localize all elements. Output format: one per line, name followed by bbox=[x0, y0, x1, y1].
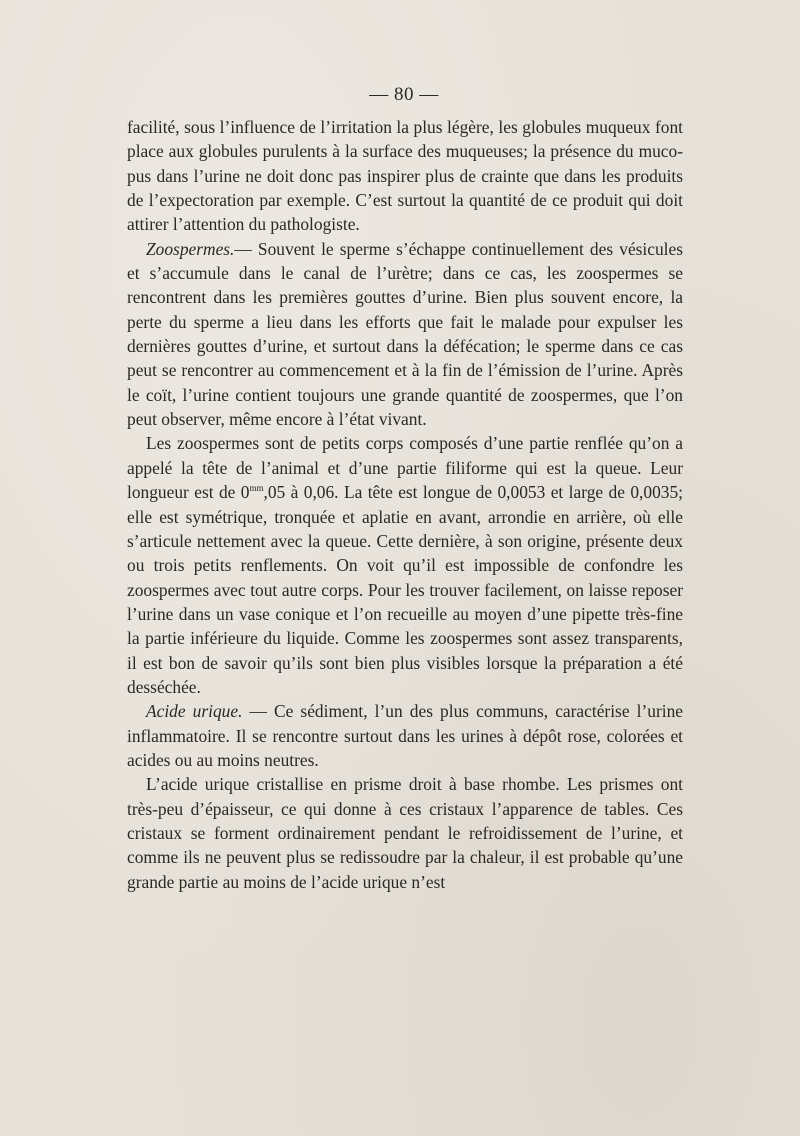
section-heading-acide-urique: Acide urique. bbox=[146, 701, 243, 722]
unit-superscript: mm bbox=[249, 483, 264, 494]
paragraph-text: — Souvent le sperme s’échappe continuellement des vésicules et s’accumule dans le canal de l’urètre; dans ce cas, les zoospermes se rencontrent dans les premières gouttes d’urine. Bien plus souvent encore, la perte du sperme a lieu dans les efforts que fait le malade pour expulser les dernières gouttes d’urine, et surtout dans la défécation; le sperme dans ce cas peut se rencontrer au commencement et à la fin de l’émission de l’urine. Après le coït, l’urine contient toujours une grande quantité de zoospermes, que l’on peut observer, même encore à l’état vivant. bbox=[127, 238, 683, 430]
paragraph-continuation: facilité, sous l’influence de l’irritation la plus légère, les globules muqueux font place aux globules purulents à la surface des muqueuses; la présence du muco-pus dans l’urine ne doit donc pas inspirer plus de crainte que dans les produits de l’expectoration par exemple. C’est surtout la quantité de ce produit qui doit attirer l’attention du pathologiste. bbox=[127, 117, 683, 235]
paragraph-text: ,05 à 0,06. La tête est longue de 0,0053 et large de 0,0035; elle est symétrique, tronquée et aplatie en avant, arrondie en arrière, où elle s’articule nettement avec la queue. Cette dernière, à son origine, présente deux ou trois petits renflements. On voit qu’il est impossible de confondre les zoospermes avec tout autre corps. Pour les trouver facilement, on laisse reposer l’urine dans un vase conique et l’on recueille au moyen d’une pipette très-fine la partie inférieure du liquide. Comme les zoospermes sont assez transparents, il est bon de savoir qu’ils sont bien plus visibles lorsque la préparation a été desséchée. bbox=[127, 482, 683, 697]
paragraph-text: Les zoospermes sont de petits corps composés d’une partie renflée qu’on a appelé la tête de l’animal et d’une partie filiforme qui est la queue. Leur longueur est de 0 bbox=[127, 433, 683, 503]
page-number: — 80 — bbox=[369, 84, 439, 105]
body-text bbox=[127, 115, 683, 894]
paragraph-zoospermes-description bbox=[127, 431, 683, 699]
paragraph-zoospermes bbox=[127, 237, 683, 432]
section-heading-zoospermes: Zoospermes. bbox=[146, 238, 235, 259]
paragraph-acide-urique-crystals: L’acide urique cristallise en prisme droit à base rhombe. Les prismes ont très-peu d’épaisseur, ce qui donne à ces cristaux l’apparence de tables. Ces cristaux se forment ordinairement pendant le refroidissement de l’urine, et comme ils ne peuvent plus se redissoudre par la chaleur, il est probable qu’une grande partie au moins de l’acide urique n’est bbox=[127, 774, 683, 892]
paragraph-text: — Ce sédiment, l’un des plus communs, caractérise l’urine inflammatoire. Il se rencontre surtout dans les urines à dépôt rose, colorées et acides ou au moins neutres. bbox=[127, 701, 683, 770]
paragraph-acide-urique bbox=[127, 699, 683, 772]
